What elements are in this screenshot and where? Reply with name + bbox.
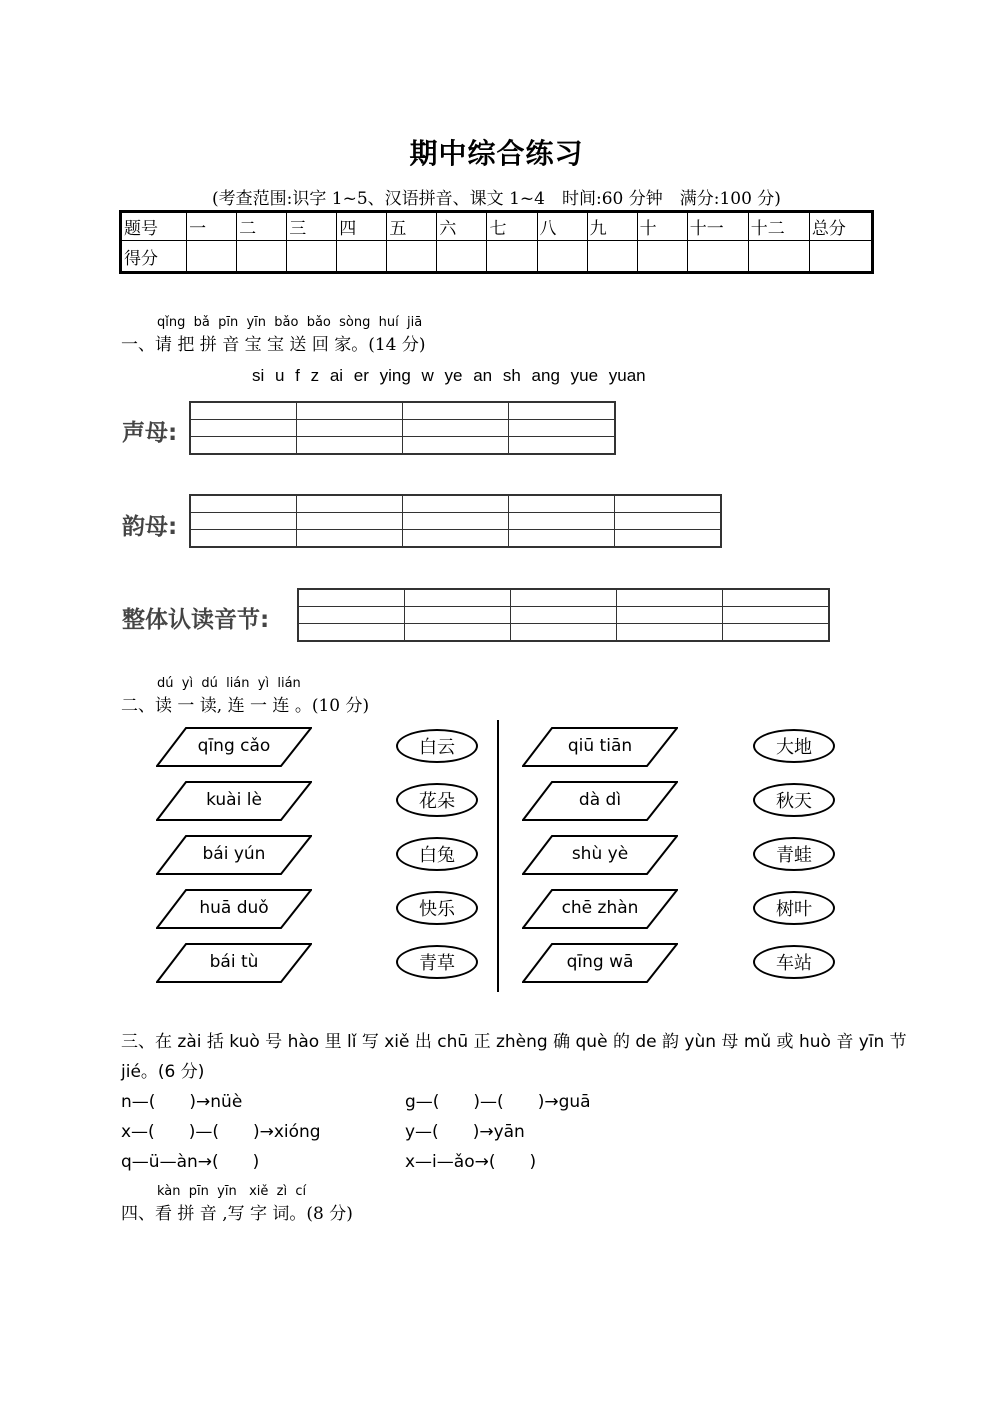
zhengti-label: 整体认读音节: bbox=[122, 607, 270, 633]
fill-item[interactable]: n—( )→nüè bbox=[121, 1092, 243, 1112]
score-cell[interactable] bbox=[587, 241, 637, 273]
pinyin-card-text: bái tù bbox=[209, 952, 259, 972]
pinyin-card-text: dà dì bbox=[578, 790, 622, 810]
score-header-cell: 三 bbox=[287, 212, 337, 241]
yunmu-label: 韵母: bbox=[122, 514, 178, 540]
pinyin-card[interactable] bbox=[522, 835, 678, 873]
score-cell[interactable] bbox=[809, 241, 872, 273]
score-cell[interactable] bbox=[287, 241, 337, 273]
score-row-label: 得分 bbox=[121, 241, 187, 273]
section1-pinyin: qǐng bǎ pīn yīn bǎo bǎo sòng huí jiā bbox=[157, 315, 423, 330]
word-oval[interactable]: 车站 bbox=[753, 945, 835, 979]
score-header-cell: 一 bbox=[187, 212, 237, 241]
pinyin-card-text: kuài lè bbox=[206, 790, 262, 810]
score-header-cell: 总分 bbox=[809, 212, 872, 241]
shengmu-label: 声母: bbox=[122, 420, 178, 446]
word-oval[interactable]: 青蛙 bbox=[753, 837, 835, 871]
score-header-cell: 十一 bbox=[687, 212, 748, 241]
pinyin-card[interactable] bbox=[156, 835, 312, 873]
yunmu-grid[interactable] bbox=[189, 494, 722, 548]
pinyin-card-text: huā duǒ bbox=[199, 898, 269, 918]
word-oval[interactable]: 大地 bbox=[753, 729, 835, 763]
score-cell[interactable] bbox=[487, 241, 537, 273]
word-oval[interactable]: 白兔 bbox=[396, 837, 478, 871]
pinyin-card-text: qīng wā bbox=[566, 952, 634, 972]
score-cell[interactable] bbox=[437, 241, 487, 273]
pinyin-card-text: shù yè bbox=[571, 844, 629, 864]
exam-info: (考查范围:识字 1~5、汉语拼音、课文 1~4 时间:60 分钟 满分:100 分) bbox=[212, 189, 781, 209]
score-header-cell: 十 bbox=[637, 212, 687, 241]
score-cell[interactable] bbox=[387, 241, 437, 273]
fill-item[interactable]: x—( )—( )→xióng bbox=[121, 1122, 321, 1142]
pinyin-card[interactable] bbox=[156, 943, 312, 981]
section4-pinyin: kàn pīn yīn xiě zì cí bbox=[157, 1184, 307, 1199]
section4-heading: 四、看 拼 音 ,写 字 词。(8 分) bbox=[121, 1204, 353, 1224]
score-header-cell: 题号 bbox=[121, 212, 187, 241]
pinyin-card[interactable] bbox=[156, 727, 312, 765]
score-header-cell: 五 bbox=[387, 212, 437, 241]
column-divider bbox=[497, 720, 499, 992]
score-header-cell: 二 bbox=[237, 212, 287, 241]
score-cell[interactable] bbox=[637, 241, 687, 273]
fill-item[interactable]: x—i—ǎo→( ) bbox=[405, 1152, 537, 1172]
pinyin-card[interactable] bbox=[522, 781, 678, 819]
pinyin-card-text: chē zhàn bbox=[561, 898, 639, 918]
word-oval[interactable]: 树叶 bbox=[753, 891, 835, 925]
word-oval[interactable]: 青草 bbox=[396, 945, 478, 979]
section2-heading: 二、读 一 读, 连 一 连 。(10 分) bbox=[121, 696, 370, 716]
word-oval[interactable]: 花朵 bbox=[396, 783, 478, 817]
shengmu-grid[interactable] bbox=[189, 401, 616, 455]
score-header-cell: 十二 bbox=[748, 212, 809, 241]
pinyin-card[interactable] bbox=[522, 727, 678, 765]
score-cell[interactable] bbox=[537, 241, 587, 273]
score-row bbox=[121, 241, 873, 273]
score-cell[interactable] bbox=[187, 241, 237, 273]
zhengti-grid[interactable] bbox=[297, 588, 830, 642]
score-cell[interactable] bbox=[337, 241, 387, 273]
score-cell[interactable] bbox=[748, 241, 809, 273]
section3-heading: 三、在 zài 括 kuò 号 hào 里 lǐ 写 xiě 出 chū 正 zhèng 确 què 的 de 韵 yùn 母 mǔ 或 huò 音 yīn 节 bbox=[121, 1032, 907, 1052]
pinyin-card-text: qiū tiān bbox=[567, 736, 633, 756]
score-header-cell: 八 bbox=[537, 212, 587, 241]
pinyin-card-text: qīng cǎo bbox=[197, 736, 271, 756]
section3-heading-cont: jié。(6 分) bbox=[121, 1062, 205, 1082]
score-header-cell: 六 bbox=[437, 212, 487, 241]
pinyin-card[interactable] bbox=[522, 889, 678, 927]
pinyin-card[interactable] bbox=[156, 889, 312, 927]
score-header-row bbox=[121, 212, 873, 241]
fill-item[interactable]: g—( )—( )→guā bbox=[405, 1092, 591, 1112]
pinyin-card[interactable] bbox=[522, 943, 678, 981]
score-cell[interactable] bbox=[237, 241, 287, 273]
score-header-cell: 四 bbox=[337, 212, 387, 241]
pinyin-card-text: bái yún bbox=[202, 844, 266, 864]
fill-item[interactable]: q—ü—àn→( ) bbox=[121, 1152, 260, 1172]
score-header-cell: 七 bbox=[487, 212, 537, 241]
score-cell[interactable] bbox=[687, 241, 748, 273]
word-oval[interactable]: 白云 bbox=[396, 729, 478, 763]
page-title: 期中综合练习 bbox=[409, 137, 584, 170]
score-header-cell: 九 bbox=[587, 212, 637, 241]
fill-item[interactable]: y—( )→yān bbox=[405, 1122, 525, 1142]
pinyin-letter-bank: si u f z ai er ying w ye an sh ang yue yuan bbox=[252, 366, 646, 385]
section1-heading: 一、请 把 拼 音 宝 宝 送 回 家。(14 分) bbox=[121, 335, 426, 355]
pinyin-card[interactable] bbox=[156, 781, 312, 819]
section2-pinyin: dú yì dú lián yì lián bbox=[157, 676, 301, 691]
word-oval[interactable]: 秋天 bbox=[753, 783, 835, 817]
score-table bbox=[119, 210, 874, 274]
word-oval[interactable]: 快乐 bbox=[396, 891, 478, 925]
